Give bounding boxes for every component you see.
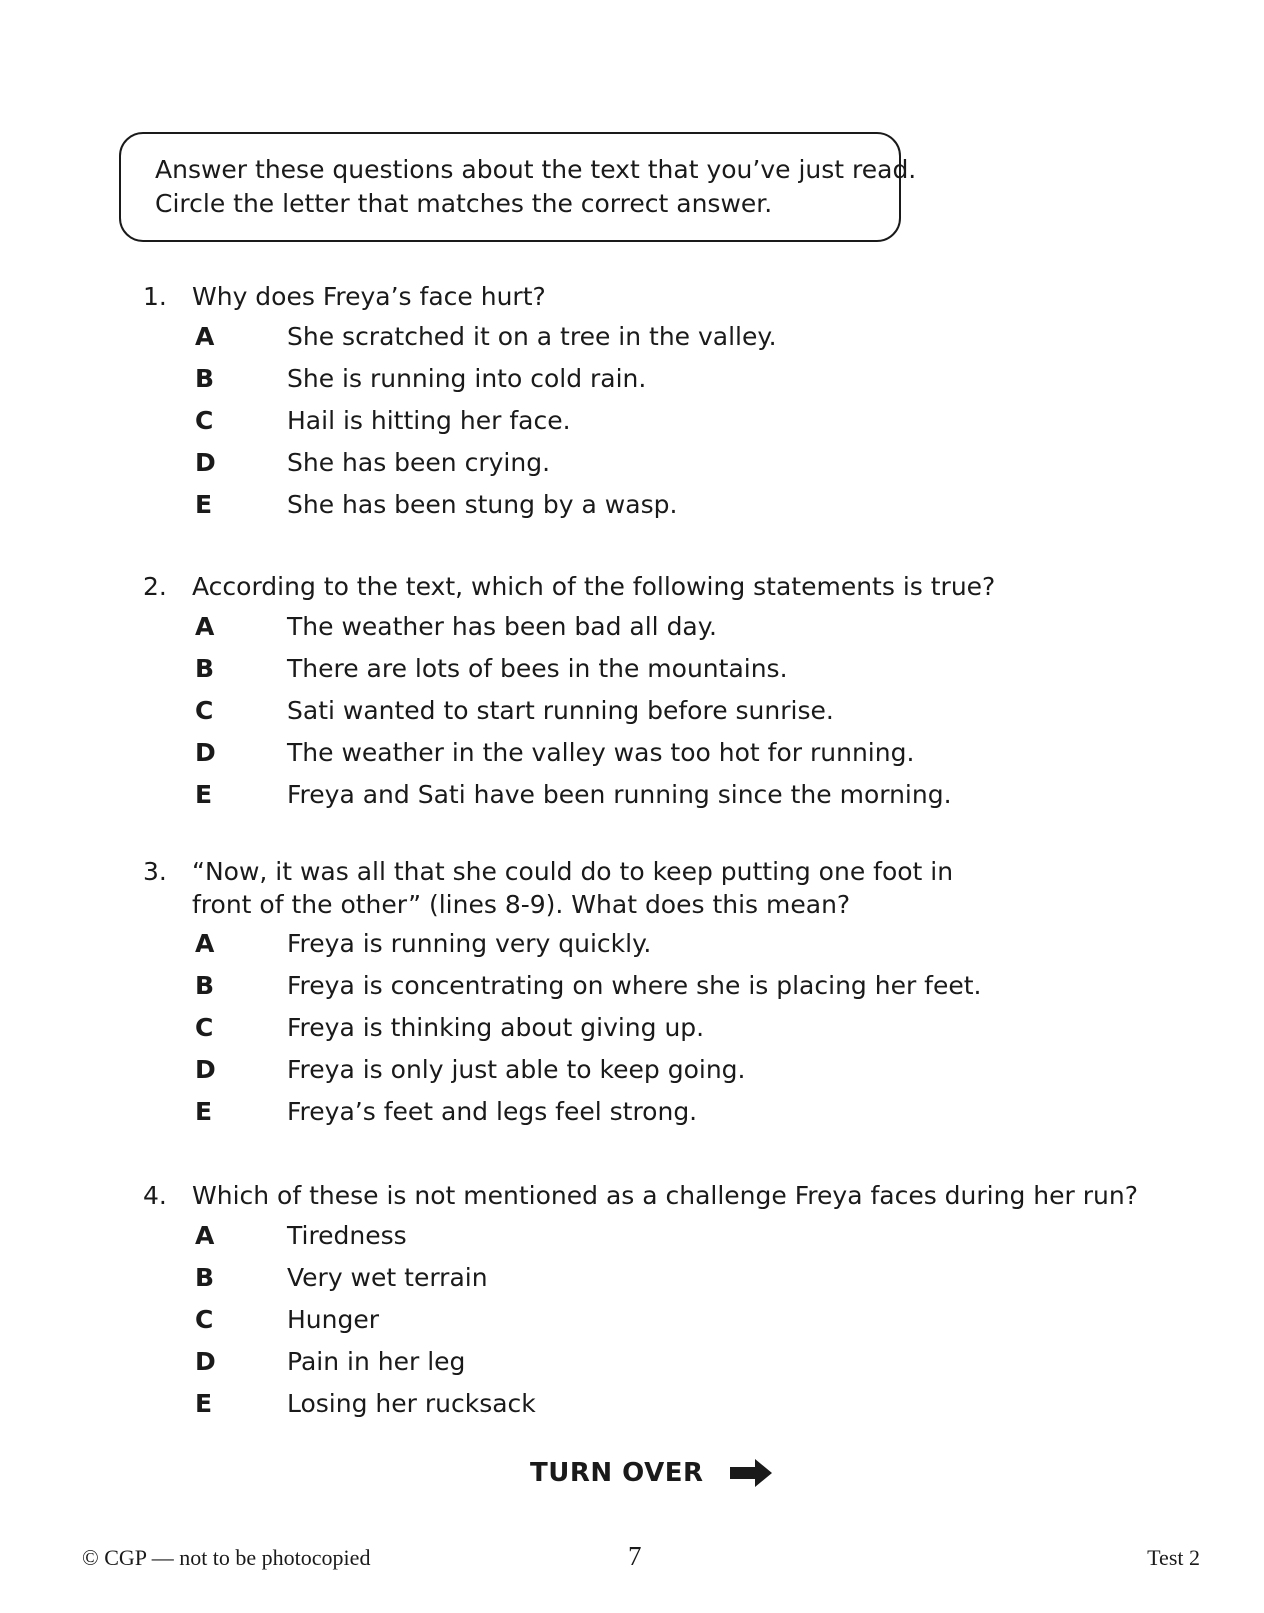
option-letter[interactable]: D <box>195 1347 216 1376</box>
option-letter[interactable]: A <box>195 929 215 958</box>
option-a[interactable] <box>0 608 1264 650</box>
option-letter[interactable]: B <box>195 1263 215 1292</box>
option-text: There are lots of bees in the mountains. <box>287 654 788 683</box>
option-text: She scratched it on a tree in the valley. <box>287 322 777 351</box>
option-text: Freya is thinking about giving up. <box>287 1013 705 1042</box>
option-e[interactable] <box>0 486 1264 528</box>
option-d[interactable] <box>0 734 1264 776</box>
option-c[interactable] <box>0 1301 1264 1343</box>
option-letter[interactable]: A <box>195 612 215 641</box>
option-text: She is running into cold rain. <box>287 364 647 393</box>
question-text-line: Why does Freya’s face hurt? <box>192 282 546 311</box>
option-text: Pain in her leg <box>287 1347 466 1376</box>
option-letter[interactable]: A <box>195 322 215 351</box>
question-text <box>192 1179 1138 1212</box>
option-letter[interactable]: C <box>195 696 214 725</box>
option-d[interactable] <box>0 1051 1264 1093</box>
turn-over-label: TURN OVER <box>530 1458 704 1488</box>
option-a[interactable] <box>0 318 1264 360</box>
question-stem <box>0 855 1264 925</box>
option-c[interactable] <box>0 1009 1264 1051</box>
test-label: Test 2 <box>1147 1545 1200 1570</box>
question-text-line: Which of these is not mentioned as a challenge Freya faces during her run? <box>192 1181 1138 1210</box>
option-e[interactable] <box>0 1093 1264 1135</box>
question-number: 1. <box>143 282 167 311</box>
option-text: Very wet terrain <box>287 1263 488 1292</box>
question-text-line: front of the other” (lines 8-9). What does this mean? <box>192 890 851 919</box>
option-letter[interactable]: E <box>195 490 213 519</box>
option-c[interactable] <box>0 692 1264 734</box>
option-text: The weather has been bad all day. <box>287 612 717 641</box>
question-stem <box>0 570 1264 608</box>
option-letter[interactable]: D <box>195 738 216 767</box>
option-letter[interactable]: B <box>195 364 215 393</box>
option-letter[interactable]: D <box>195 448 216 477</box>
question-1 <box>0 280 1264 528</box>
option-letter[interactable]: C <box>195 1013 214 1042</box>
footer-copyright: © CGP — not to be photocopied <box>82 1545 371 1570</box>
option-b[interactable] <box>0 650 1264 692</box>
option-text: Losing her rucksack <box>287 1389 536 1418</box>
option-letter[interactable]: E <box>195 780 213 809</box>
option-b[interactable] <box>0 360 1264 402</box>
question-text <box>192 280 546 313</box>
option-text: Sati wanted to start running before sunrise. <box>287 696 834 725</box>
option-letter[interactable]: C <box>195 1305 214 1334</box>
option-a[interactable] <box>0 925 1264 967</box>
question-text-line: “Now, it was all that she could do to keep putting one foot in <box>192 857 954 886</box>
turn-over <box>530 1453 772 1493</box>
option-letter[interactable]: B <box>195 654 215 683</box>
question-text <box>192 570 995 603</box>
option-b[interactable] <box>0 967 1264 1009</box>
option-text: Freya and Sati have been running since the morning. <box>287 780 952 809</box>
option-text: Hunger <box>287 1305 380 1334</box>
question-text <box>192 855 953 921</box>
option-letter[interactable]: D <box>195 1055 216 1084</box>
option-text: She has been stung by a wasp. <box>287 490 678 519</box>
arrow-right-icon <box>730 1459 772 1487</box>
option-letter[interactable]: C <box>195 406 214 435</box>
page-number: 7 <box>628 1541 642 1571</box>
instruction-line-1: Answer these questions about the text that you’ve just read. <box>155 155 917 184</box>
option-b[interactable] <box>0 1259 1264 1301</box>
option-text: Freya’s feet and legs feel strong. <box>287 1097 698 1126</box>
option-text: Tiredness <box>287 1221 407 1250</box>
question-stem <box>0 280 1264 318</box>
option-e[interactable] <box>0 1385 1264 1427</box>
option-d[interactable] <box>0 1343 1264 1385</box>
question-number: 3. <box>143 857 167 886</box>
option-text: The weather in the valley was too hot for running. <box>287 738 915 767</box>
option-text: Freya is concentrating on where she is placing her feet. <box>287 971 982 1000</box>
option-letter[interactable]: B <box>195 971 215 1000</box>
option-letter[interactable]: E <box>195 1097 213 1126</box>
question-number: 4. <box>143 1181 167 1210</box>
option-text: Freya is only just able to keep going. <box>287 1055 746 1084</box>
question-stem <box>0 1179 1264 1217</box>
option-c[interactable] <box>0 402 1264 444</box>
option-e[interactable] <box>0 776 1264 818</box>
question-4 <box>0 1179 1264 1427</box>
option-letter[interactable]: A <box>195 1221 215 1250</box>
question-text-line: According to the text, which of the following statements is true? <box>192 572 996 601</box>
option-a[interactable] <box>0 1217 1264 1259</box>
option-text: She has been crying. <box>287 448 551 477</box>
option-text: Hail is hitting her face. <box>287 406 571 435</box>
instruction-line-2: Circle the letter that matches the correct answer. <box>155 189 773 218</box>
option-text: Freya is running very quickly. <box>287 929 652 958</box>
option-letter[interactable]: E <box>195 1389 213 1418</box>
question-number: 2. <box>143 572 167 601</box>
question-2 <box>0 570 1264 818</box>
instruction-box <box>119 132 917 242</box>
option-d[interactable] <box>0 444 1264 486</box>
question-3 <box>0 855 1264 1135</box>
